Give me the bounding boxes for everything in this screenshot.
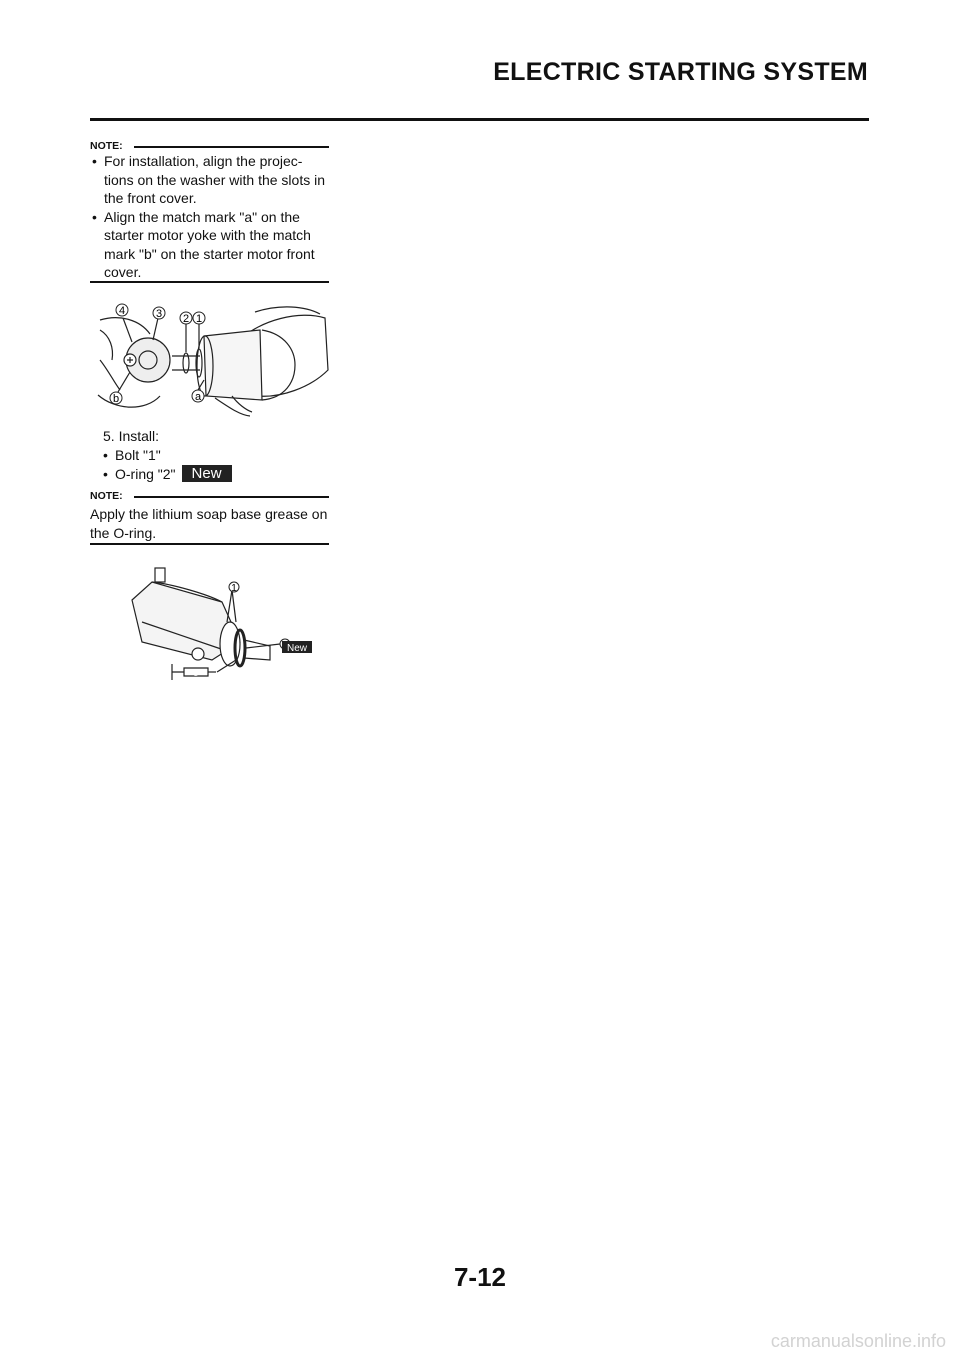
step-install: 5. Install:	[103, 428, 160, 444]
note-item: • For installation, align the projec-tions on the washer with the slots in the front cover.	[90, 152, 329, 208]
note-label: NOTE:	[90, 140, 123, 152]
callout-a: a	[194, 391, 202, 403]
note-rule	[134, 146, 329, 148]
page-title: ELECTRIC STARTING SYSTEM	[493, 58, 868, 86]
page-number: 7-12	[453, 1262, 507, 1292]
starter-motor-oring-figure	[112, 560, 322, 685]
note-item: • Align the match mark "a" on the starter motor yoke with the match mark "b" on the starter motor front cover.	[90, 208, 329, 282]
note-end-rule	[90, 281, 329, 283]
callout-1: 1	[231, 583, 237, 594]
note-label: NOTE:	[90, 490, 123, 502]
watermark: carmanualsonline.info	[770, 1331, 946, 1351]
callout-3: 3	[155, 308, 163, 320]
callout-1: 1	[195, 313, 203, 325]
callout-b: b	[112, 393, 120, 405]
install-item-bolt: • Bolt "1"	[103, 447, 161, 463]
note-body	[90, 152, 329, 282]
callout-4: 4	[118, 305, 126, 317]
grease-gun-icon: B	[193, 672, 199, 678]
starter-motor-assembly-figure	[90, 300, 330, 418]
header-rule	[90, 118, 869, 121]
new-badge: New	[182, 465, 232, 482]
callout-2: 2	[182, 313, 190, 325]
note-end-rule	[90, 543, 329, 545]
new-badge-label: New	[286, 643, 308, 654]
install-item-oring: • O-ring "2" New	[103, 465, 232, 482]
note-rule	[134, 496, 329, 498]
note-header	[90, 490, 329, 504]
note-body: Apply the lithium soap base grease on the O-ring.	[90, 506, 328, 541]
